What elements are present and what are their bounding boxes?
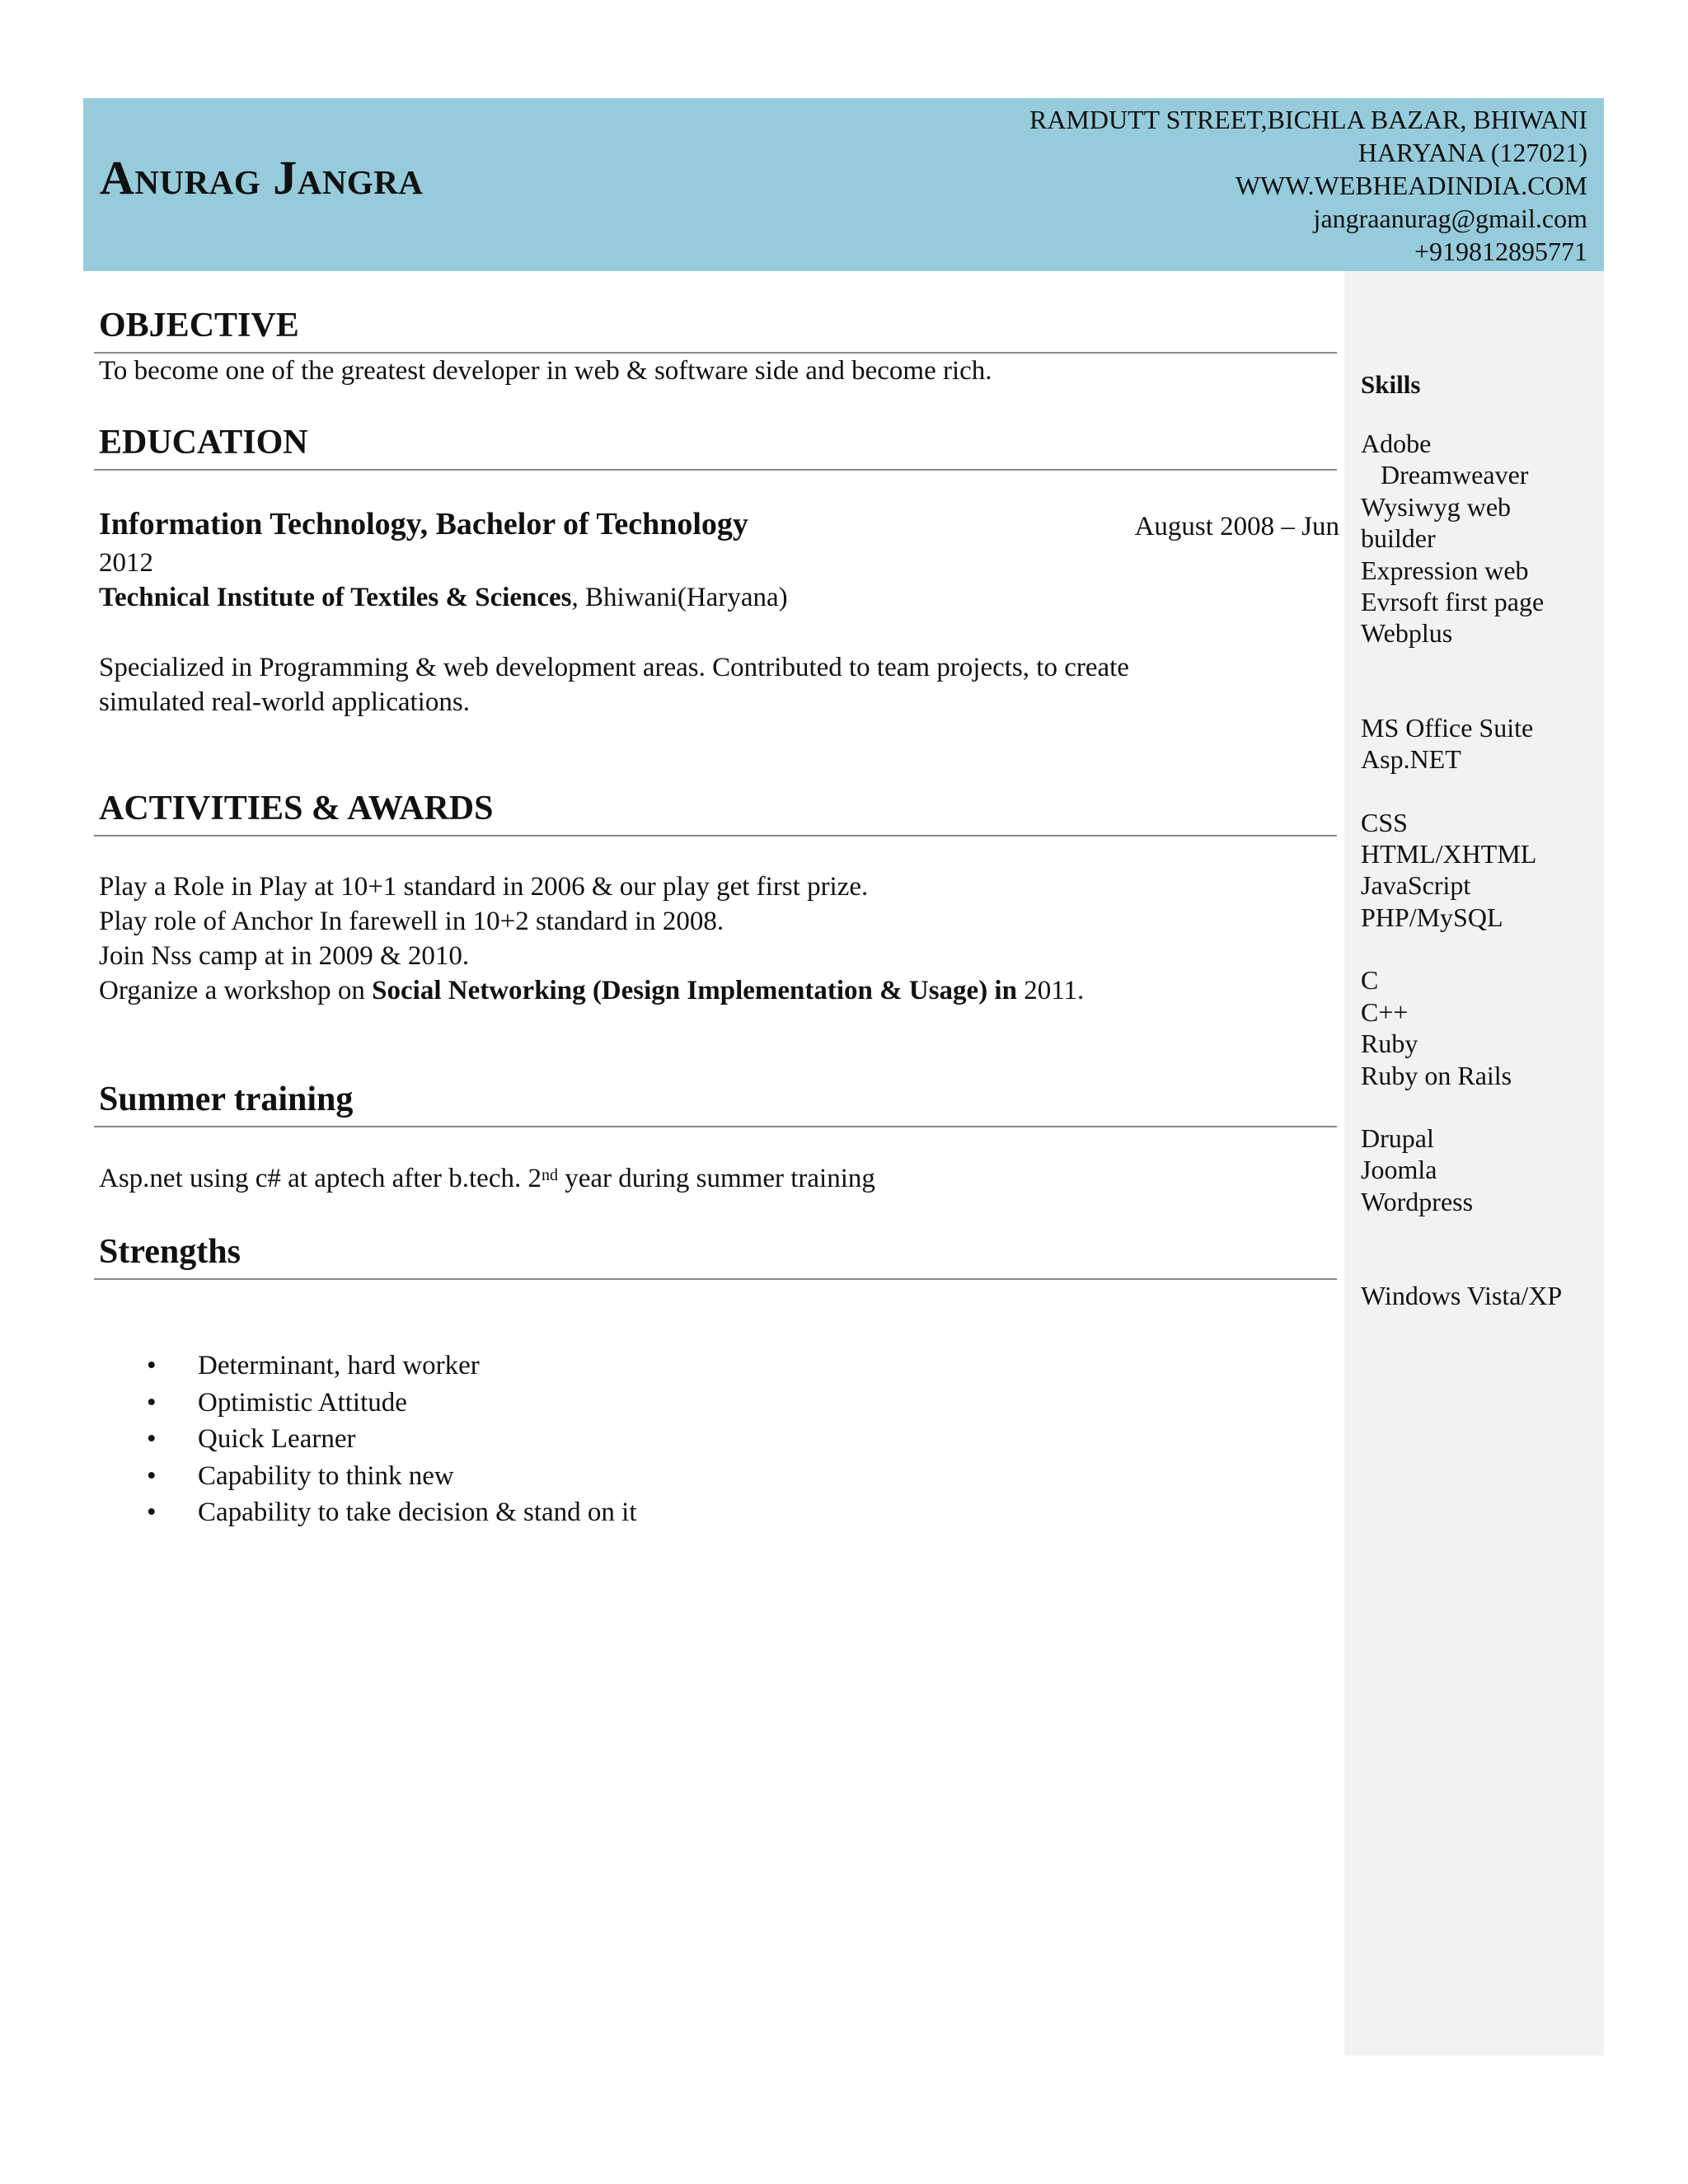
- institute-line: [99, 580, 788, 615]
- list-item: [99, 1458, 637, 1495]
- skill-item: CSS: [1361, 807, 1408, 837]
- education-date-start: August 2008 – Jun: [1134, 512, 1339, 541]
- activities-list: [99, 869, 1084, 1008]
- strengths-heading: Strengths: [99, 1233, 241, 1271]
- skill-item: Adobe: [1361, 429, 1432, 458]
- training-heading: Summer training: [99, 1080, 354, 1118]
- workshop-title: Social Networking (Design Implementation & Usage) in: [372, 976, 1017, 1005]
- activity-text: Organize a workshop on: [99, 976, 373, 1005]
- institute-name: Technical Institute of Textiles & Sciences: [99, 583, 572, 612]
- strengths-list: [99, 1347, 637, 1531]
- skill-item: JavaScript: [1361, 870, 1471, 901]
- education-heading: EDUCATION: [99, 424, 308, 462]
- activity-item: Join Nss camp at in 2009 & 2010.: [99, 941, 470, 971]
- section-divider: [94, 1278, 1337, 1280]
- training-text-part: Asp.net using c# at aptech after b.tech. 2: [99, 1164, 542, 1193]
- skill-item: Evrsoft first page: [1361, 587, 1545, 617]
- section-divider: [94, 469, 1337, 471]
- activity-item: Play role of Anchor In farewell in 10+2 standard in 2008.: [99, 907, 724, 936]
- activities-heading: ACTIVITIES & AWARDS: [99, 790, 494, 827]
- skill-item: Drupal: [1361, 1122, 1434, 1153]
- skill-item: Expression web: [1361, 555, 1529, 585]
- skill-item: C++: [1361, 996, 1409, 1027]
- skill-item: Asp.NET: [1361, 744, 1461, 775]
- contact-block: [1029, 103, 1587, 268]
- bullet-icon: •: [147, 1387, 157, 1418]
- email-link[interactable]: jangraanurag@gmail.com: [1313, 204, 1587, 233]
- degree-title: Information Technology, Bachelor of Technology: [99, 507, 748, 541]
- education-description: [99, 650, 1129, 719]
- training-text: [99, 1161, 875, 1196]
- address-line-1: RAMDUTT STREET,BICHLA BAZAR, BHIWANI: [1029, 105, 1587, 134]
- skill-item: builder: [1361, 523, 1436, 554]
- skills-list: [1361, 428, 1562, 1312]
- skill-item: Wysiwyg web: [1361, 491, 1512, 522]
- bullet-icon: •: [147, 1351, 157, 1380]
- strength-text: Optimistic Attitude: [198, 1387, 407, 1418]
- list-item: [99, 1494, 637, 1531]
- list-item: [99, 1347, 637, 1385]
- training-text-part: year during summer training: [557, 1164, 875, 1193]
- objective-heading: OBJECTIVE: [99, 307, 299, 344]
- education-description-line: Specialized in Programming & web development areas. Contributed to team projects, to create: [99, 653, 1129, 682]
- activity-item: Play a Role in Play at 10+1 standard in 2006 & our play get first prize.: [99, 872, 869, 902]
- address-line-2: HARYANA (127021): [1357, 138, 1587, 167]
- skill-item: Webplus: [1361, 618, 1453, 649]
- strength-text: Quick Learner: [198, 1424, 356, 1454]
- strength-text: Capability to think new: [198, 1460, 454, 1491]
- section-divider: [94, 835, 1337, 837]
- education-description-line: simulated real-world applications.: [99, 687, 470, 717]
- activity-item: [99, 973, 1084, 1008]
- institute-location: , Bhiwani(Haryana): [571, 583, 788, 612]
- skill-item: Wordpress: [1361, 1186, 1474, 1216]
- bullet-icon: •: [147, 1460, 157, 1491]
- strength-text: Capability to take decision & stand on it: [198, 1497, 637, 1527]
- skill-item: HTML/XHTML: [1361, 839, 1537, 869]
- candidate-name: Anurag Jangra: [100, 151, 424, 204]
- skill-item: Joomla: [1361, 1155, 1437, 1185]
- list-item: [99, 1385, 637, 1422]
- bullet-icon: •: [147, 1424, 157, 1454]
- education-date-end: 2012: [99, 548, 153, 578]
- skill-item: MS Office Suite: [1361, 712, 1534, 743]
- header-band: [83, 98, 1604, 271]
- website-link[interactable]: WWW.WEBHEADINDIA.COM: [1235, 171, 1587, 200]
- phone-number: +919812895771: [1414, 237, 1587, 266]
- bullet-icon: •: [147, 1497, 157, 1527]
- ordinal-suffix: nd: [541, 1166, 558, 1184]
- skill-item: C: [1361, 965, 1379, 996]
- skills-title: Skills: [1361, 370, 1421, 399]
- strength-text: Determinant, hard worker: [198, 1351, 480, 1380]
- skill-item: PHP/MySQL: [1361, 902, 1503, 932]
- skill-item: Dreamweaver: [1361, 460, 1529, 490]
- skill-item: Ruby on Rails: [1361, 1060, 1512, 1090]
- skills-sidebar: [1344, 271, 1604, 2055]
- skill-item: Windows Vista/XP: [1361, 1281, 1563, 1311]
- activity-text: 2011.: [1016, 976, 1085, 1005]
- objective-text: To become one of the greatest developer in web & software side and become rich.: [99, 356, 992, 386]
- list-item: [99, 1421, 637, 1458]
- section-divider: [94, 1126, 1337, 1127]
- skill-item: Ruby: [1361, 1029, 1418, 1059]
